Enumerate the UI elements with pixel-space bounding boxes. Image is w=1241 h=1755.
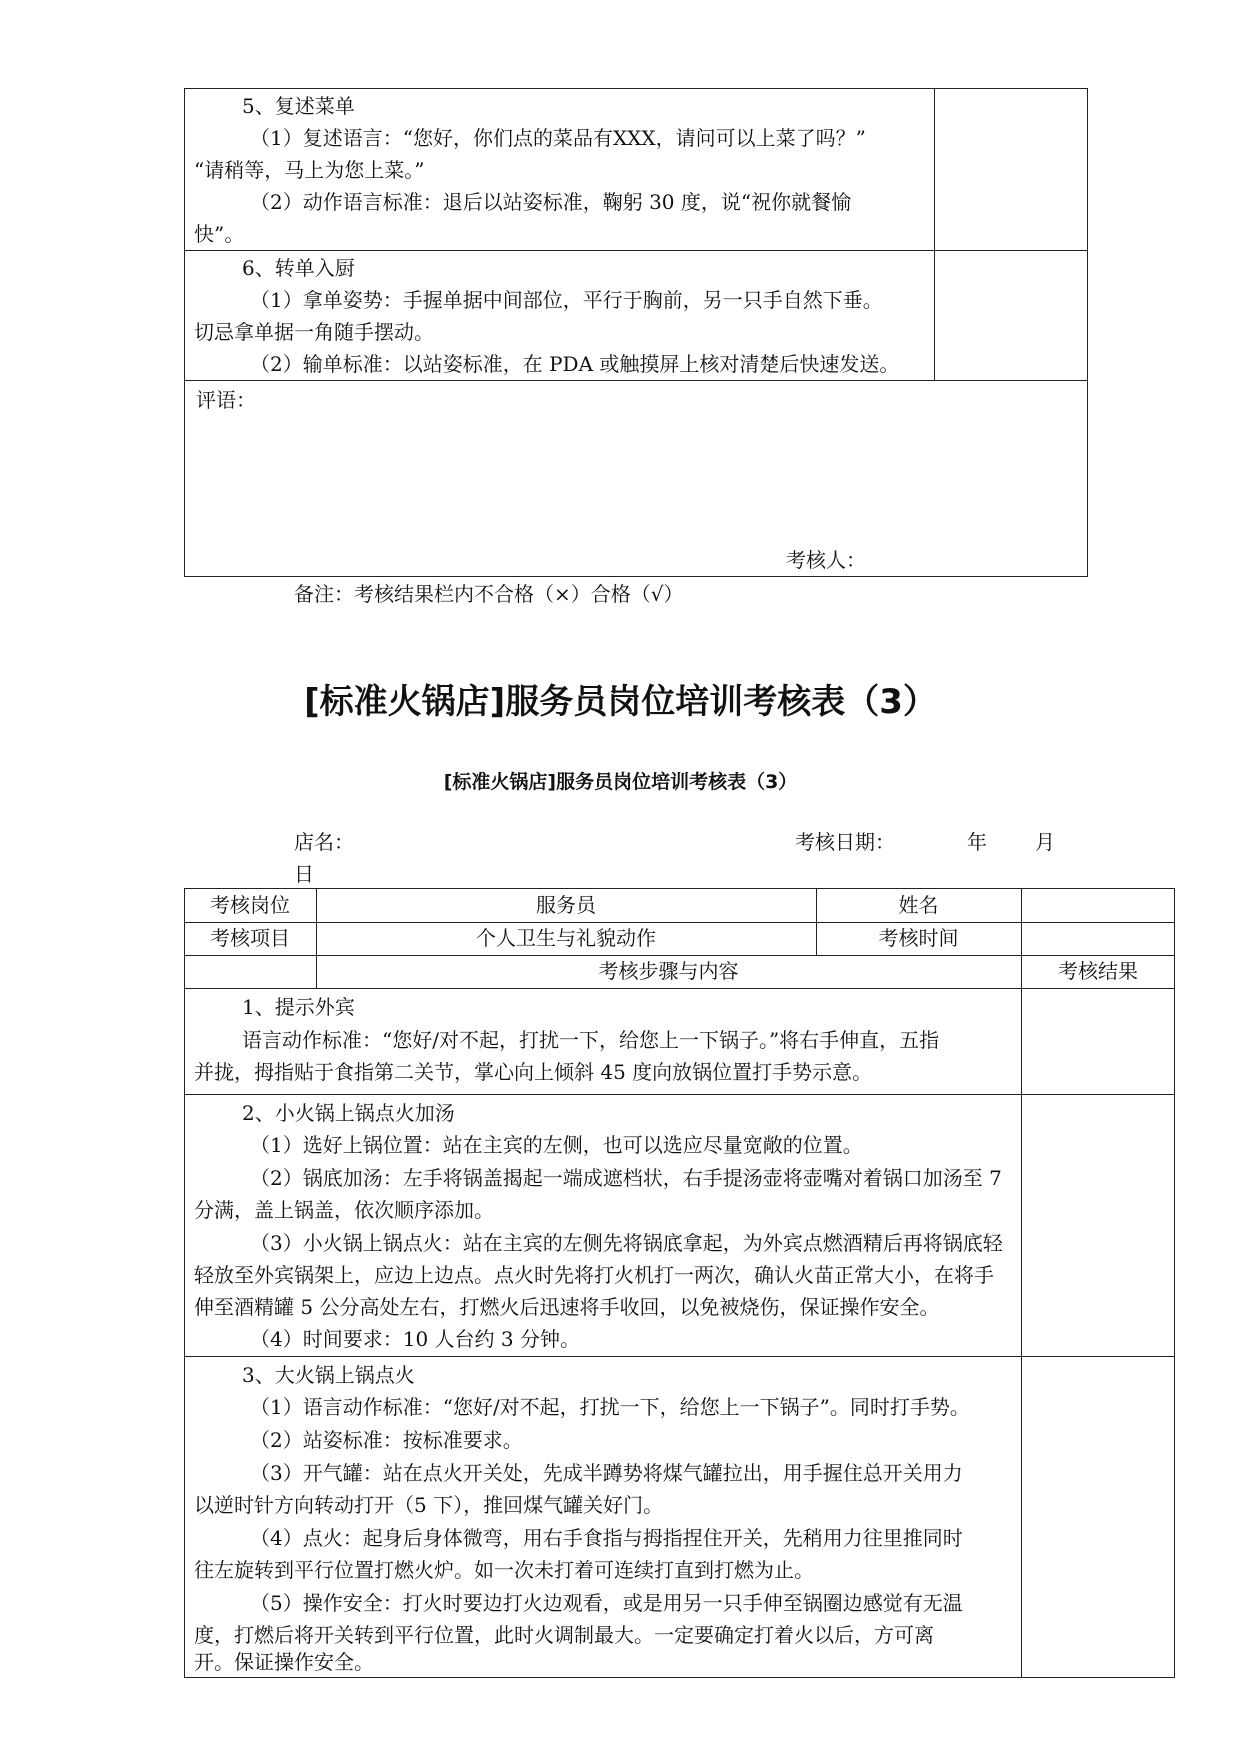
step3-line-2: （2）站姿标准：按标准要求。: [250, 1428, 523, 1452]
top-table-row-divider-1: [184, 250, 1088, 251]
table-hline-3: [184, 988, 1175, 989]
table-vline-result: [1021, 888, 1022, 1678]
name-label: 姓名: [898, 893, 939, 917]
store-label: 店名：: [294, 830, 354, 854]
page-title: [标准火锅店]服务员岗位培训考核表（3）: [304, 682, 937, 722]
section5-line-4: 快”。: [194, 222, 245, 246]
time-label: 考核时间: [878, 926, 959, 950]
post-label: 考核岗位: [210, 893, 290, 917]
step3-line-6: 往左旋转到平行位置打燃火炉。如一次未打着可连续打直到打燃为止。: [194, 1558, 814, 1582]
step1-result-cell[interactable]: [1023, 990, 1173, 1093]
step3-line-7: （5）操作安全：打火时要边打火边观看，或是用另一只手伸至锅圈边感觉有无温: [250, 1591, 963, 1615]
step3-line-3: （3）开气罐：站在点火开关处，先成半蹲势将煤气罐拉出，用手握住总开关用力: [250, 1461, 963, 1485]
comment-label: 评语：: [196, 388, 256, 412]
date-label: 考核日期：: [795, 830, 895, 854]
section6-line-1: （1）拿单姿势：手握单据中间部位，平行于胸前，另一只手自然下垂。: [250, 288, 883, 312]
step2-line-1: （1）选好上锅位置：站在主宾的左侧，也可以选应尽量宽敞的位置。: [250, 1133, 863, 1157]
step3-line-8: 度，打燃后将开关转到平行位置，此时火调制最大。一定要确定打着火以后，方可离: [194, 1623, 934, 1647]
step3-line-5: （4）点火：起身后身体微弯，用右手食指与拇指捏住开关，先稍用力往里推同时: [250, 1526, 963, 1550]
day-label: 日: [294, 862, 314, 886]
step2-line-4: （3）小火锅上锅点火：站在主宾的左侧先将锅底拿起，为外宾点燃酒精后再将锅底轻: [250, 1231, 1003, 1255]
step3-line-4: 以逆时针方向转动打开（5 下），推回煤气罐关好门。: [194, 1493, 664, 1517]
name-field[interactable]: [1021, 890, 1175, 922]
step2-line-3: 分满，盖上锅盖，依次顺序添加。: [194, 1198, 494, 1222]
section5-line-1: （1）复述语言：“您好，你们点的菜品有XXX，请问可以上菜了吗？”: [250, 126, 866, 150]
step2-line-7: （4）时间要求：10 人台约 3 分钟。: [250, 1327, 580, 1351]
page-subtitle: [标准火锅店]服务员岗位培训考核表（3）: [443, 771, 798, 793]
section5-line-3: （2）动作语言标准：退后以站姿标准，鞠躬 30 度，说“祝你就餐愉: [250, 190, 852, 214]
section6-heading: 6、转单入厨: [242, 256, 355, 280]
step1-heading: 1、提示外宾: [242, 995, 355, 1019]
step2-line-2: （2）锅底加汤：左手将锅盖揭起一端成遮档状，右手提汤壶将壶嘴对着锅口加汤至 7: [250, 1166, 1002, 1190]
examiner-label: 考核人：: [786, 548, 866, 572]
top-table-row-divider-2: [184, 380, 1088, 381]
step2-heading: 2、小火锅上锅点火加汤: [242, 1101, 455, 1125]
table-hline-5: [184, 1356, 1175, 1357]
table-hline-4: [184, 1094, 1175, 1095]
year-label: 年: [967, 830, 987, 854]
item-value: 个人卫生与礼貌动作: [476, 926, 656, 950]
section5-heading: 5、复述菜单: [242, 94, 355, 118]
steps-header: 考核步骤与内容: [598, 959, 739, 983]
item-label: 考核项目: [210, 926, 290, 950]
time-field[interactable]: [1021, 923, 1175, 955]
section6-line-2: 切忌拿单据一角随手摆动。: [194, 320, 434, 344]
step3-heading: 3、大火锅上锅点火: [242, 1363, 415, 1387]
step1-line-2: 并拢，拇指贴于食指第二关节，掌心向上倾斜 45 度向放锅位置打手势示意。: [194, 1060, 873, 1084]
step3-line-9: 开。保证操作安全。: [194, 1650, 374, 1674]
step2-line-6: 伸至酒精罐 5 公分高处左右，打燃火后迅速将手收回，以免被烧伤，保证操作安全。: [194, 1295, 940, 1319]
top-table-result-divider: [934, 88, 935, 381]
step2-result-cell[interactable]: [1023, 1096, 1173, 1355]
month-label: 月: [1035, 830, 1055, 854]
note-text: 备注：考核结果栏内不合格（×）合格（√）: [294, 582, 684, 606]
post-value: 服务员: [536, 893, 596, 917]
result-header: 考核结果: [1058, 959, 1138, 983]
step1-line-1: 语言动作标准：“您好/对不起，打扰一下，给您上一下锅子。”将右手伸直，五指: [242, 1028, 940, 1052]
step2-line-5: 轻放至外宾锅架上，应边上边点。点火时先将打火机打一两次，确认火苗正常大小，在将手: [194, 1263, 994, 1287]
step3-line-1: （1）语言动作标准：“您好/对不起，打扰一下，给您上一下锅子”。同时打手势。: [250, 1395, 970, 1419]
step3-result-cell[interactable]: [1023, 1358, 1173, 1676]
section6-line-3: （2）输单标准：以站姿标准，在 PDA 或触摸屏上核对清楚后快速发送。: [250, 352, 900, 376]
section5-line-2: “请稍等，马上为您上菜。”: [194, 158, 425, 182]
